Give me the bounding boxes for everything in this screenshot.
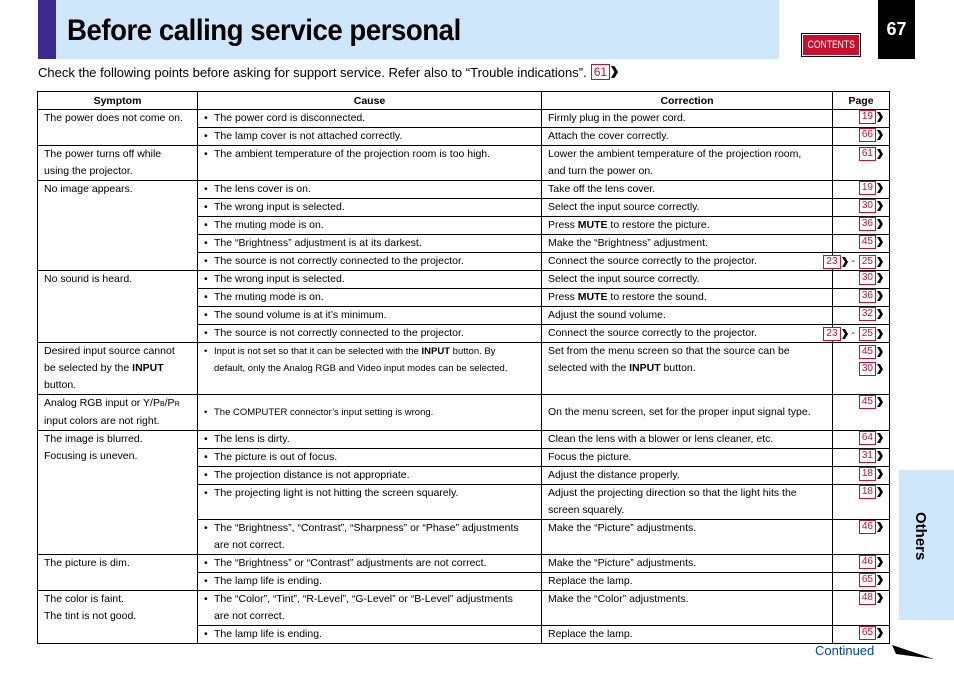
- symptom-line: [44, 360, 191, 377]
- chevron-right-icon: [877, 347, 883, 357]
- page-ref-link[interactable]: [859, 431, 883, 445]
- chevron-right-icon: [877, 451, 883, 461]
- chevron-right-icon: [877, 219, 883, 229]
- page-ref-number: 61: [591, 64, 610, 80]
- page-ref-number: 64: [859, 431, 876, 445]
- symptom-cell: No image appears.: [38, 181, 198, 271]
- page-ref-number: 25: [859, 327, 876, 341]
- page-ref-number: 30: [859, 362, 876, 376]
- page-cell: [833, 199, 890, 217]
- symptom-cell: [38, 395, 198, 431]
- page-ref-link[interactable]: [859, 327, 883, 341]
- symptom-line: Desired input source cannot: [44, 345, 175, 357]
- table-row: [38, 343, 890, 395]
- symptom-line: The color is faint.: [44, 593, 124, 605]
- correction-cell: [542, 217, 833, 235]
- cause-text-part: The “Color”, “Tint”, “R-Level”, “G-Level” or “B-Level” adjustments: [214, 593, 513, 605]
- correction-line: screen squarely.: [548, 504, 625, 516]
- correction-text: Press: [548, 219, 578, 231]
- cause-cell: • The lamp life is ending.: [198, 573, 542, 591]
- cause-cell: • The lamp cover is not attached correctly.: [198, 128, 542, 146]
- page-ref-link[interactable]: [859, 485, 883, 499]
- table-row: [38, 431, 890, 449]
- page-ref-number: 30: [859, 199, 876, 213]
- button-name: MUTE: [577, 219, 608, 231]
- cause-cell: • The “Color”, “Tint”, “R-Level”, “G-Level” or “B-Level” adjustments are not correct.: [198, 591, 542, 626]
- cause-cell: • The power cord is disconnected.: [198, 110, 542, 128]
- cause-cell: • The muting mode is on.: [198, 217, 542, 235]
- chevron-right-icon: [877, 273, 883, 283]
- chevron-right-icon: [877, 237, 883, 247]
- page-ref-number: 36: [859, 217, 876, 231]
- page-cell: [833, 485, 890, 520]
- correction-cell: Make the “Picture” adjustments.: [542, 520, 833, 555]
- symptom-cell: [38, 343, 198, 395]
- cause-cell: • The lens is dirty.: [198, 431, 542, 449]
- cause-text: The muting mode is on.: [214, 291, 324, 303]
- cause-cell: • The source is not correctly connected to the projector.: [198, 325, 542, 343]
- symptom-line: input colors are not right.: [44, 415, 160, 427]
- chevron-right-icon: [877, 183, 883, 193]
- symptom-text: /P: [164, 397, 175, 409]
- button-name: INPUT: [132, 362, 164, 374]
- page-cell: [833, 217, 890, 235]
- page-ref-link[interactable]: [859, 307, 883, 321]
- chevron-right-icon: [877, 557, 883, 567]
- page-cell: [833, 271, 890, 289]
- page-cell: [833, 467, 890, 485]
- cause-text: The picture is out of focus.: [214, 451, 338, 463]
- page-ref-link[interactable]: [859, 591, 883, 605]
- page-cell: [833, 573, 890, 591]
- table-header-row: [38, 92, 890, 110]
- chevron-right-icon: [877, 201, 883, 211]
- chevron-right-icon: [842, 257, 848, 267]
- cause-text: [214, 343, 507, 377]
- page-cell: [833, 289, 890, 307]
- cause-cell: • The “Brightness”, “Contrast”, “Sharpness” or “Phase” adjustments are not correct.: [198, 520, 542, 555]
- correction-line: Set from the menu screen so that the source can be: [548, 345, 790, 357]
- correction-cell: Make the “Picture” adjustments.: [542, 555, 833, 573]
- correction-cell: Make the “Brightness” adjustment.: [542, 235, 833, 253]
- page-cell: [833, 235, 890, 253]
- correction-cell: Select the input source correctly.: [542, 271, 833, 289]
- correction-text: button.: [660, 362, 696, 374]
- page-ref-link[interactable]: [859, 573, 883, 587]
- page-cell: [833, 181, 890, 199]
- chevron-right-icon: [877, 329, 883, 339]
- cause-cell: • The lens cover is on.: [198, 181, 542, 199]
- page-cell: [833, 555, 890, 573]
- page-ref-number: 66: [859, 128, 876, 142]
- cause-text-part: button. By: [450, 346, 496, 357]
- symptom-cell: [38, 146, 198, 181]
- page-ref-link[interactable]: [859, 199, 883, 213]
- cause-text: The wrong input is selected.: [214, 201, 345, 213]
- page-number: 67: [878, 0, 915, 59]
- page-ref-number: 65: [859, 626, 876, 640]
- page-ref-link[interactable]: [859, 626, 883, 640]
- correction-cell: Attach the cover correctly.: [542, 128, 833, 146]
- page-cell: [826, 253, 890, 271]
- page-ref-number: 46: [859, 555, 876, 569]
- symptom-line: Focusing is uneven.: [44, 450, 138, 462]
- cause-cell: • The wrong input is selected.: [198, 199, 542, 217]
- correction-text: to restore the sound.: [607, 291, 707, 303]
- correction-line: Lower the ambient temperature of the projection room,: [548, 148, 802, 160]
- cause-text: The ambient temperature of the projection room is too high.: [214, 148, 491, 160]
- header-symptom: Symptom: [38, 92, 198, 110]
- cause-text: The “Brightness” or “Contrast” adjustments are not correct.: [214, 557, 487, 569]
- cause-cell: • The picture is out of focus.: [198, 449, 542, 467]
- chevron-right-icon: [842, 329, 848, 339]
- cause-text: The power cord is disconnected.: [214, 112, 366, 124]
- intro-sentence: Check the following points before asking for support service. Refer also to “Trouble indications”.: [38, 64, 587, 80]
- subscript: B: [159, 401, 165, 408]
- page-ref-number: 23: [823, 327, 840, 341]
- table-row: [38, 146, 890, 181]
- page-ref-link[interactable]: [859, 449, 883, 463]
- correction-text: Press: [548, 291, 578, 303]
- page-ref-link[interactable]: [859, 147, 883, 161]
- correction-line: [548, 360, 826, 377]
- correction-cell: Adjust the sound volume.: [542, 307, 833, 325]
- symptom-line: The power turns off while: [44, 148, 162, 160]
- range-separator: -: [851, 328, 855, 339]
- page-cell: [833, 110, 890, 128]
- cause-text: The projection distance is not appropriate.: [214, 469, 410, 481]
- cause-cell: • The lamp life is ending.: [198, 626, 542, 644]
- cause-cell: • The sound volume is at it’s minimum.: [198, 307, 542, 325]
- page-ref-link[interactable]: [859, 271, 883, 285]
- table-row: [38, 271, 890, 289]
- page-ref-link[interactable]: [859, 235, 883, 249]
- page-ref-link[interactable]: [859, 467, 883, 481]
- cause-text: The COMPUTER connector’s input setting is wrong.: [214, 407, 434, 418]
- chevron-right-icon: [877, 593, 883, 603]
- chevron-right-icon: [877, 112, 883, 122]
- correction-cell: Select the input source correctly.: [542, 199, 833, 217]
- table-row: [38, 591, 890, 626]
- table-row: [38, 110, 890, 128]
- chevron-right-icon: [877, 522, 883, 532]
- correction-line: and turn the power on.: [548, 165, 654, 177]
- correction-cell: Connect the source correctly to the projector.: [542, 253, 833, 271]
- chevron-right-icon: [877, 575, 883, 585]
- header-accent-bar: [38, 0, 56, 59]
- correction-cell: Firmly plug in the power cord.: [542, 110, 833, 128]
- cause-text: The lens is dirty.: [214, 433, 290, 445]
- correction-cell: [542, 289, 833, 307]
- page-ref-link[interactable]: [859, 181, 883, 195]
- correction-cell: [542, 343, 833, 395]
- page-ref-link[interactable]: [859, 520, 883, 534]
- continued-arrow-icon[interactable]: [890, 641, 936, 663]
- correction-cell: Adjust the distance properly.: [542, 467, 833, 485]
- correction-cell: Focus the picture.: [542, 449, 833, 467]
- chevron-right-icon: [611, 66, 618, 78]
- correction-cell: [542, 146, 833, 181]
- page-ref-number: 61: [859, 147, 876, 161]
- cause-cell: • The projection distance is not appropriate.: [198, 467, 542, 485]
- page-ref-link[interactable]: [859, 555, 883, 569]
- page-ref-number: 25: [859, 255, 876, 269]
- chevron-right-icon: [877, 469, 883, 479]
- troubleshooting-table: [37, 91, 890, 644]
- cause-cell: • The ambient temperature of the projection room is too high.: [198, 146, 542, 181]
- cause-cell: • The wrong input is selected.: [198, 271, 542, 289]
- continued-link[interactable]: Continued: [815, 643, 875, 658]
- page-cell: [833, 146, 890, 181]
- page-ref-link[interactable]: [859, 110, 883, 124]
- symptom-cell: The power does not come on.: [38, 110, 198, 146]
- page-cell: [833, 449, 890, 467]
- chevron-right-icon: [877, 291, 883, 301]
- cause-text: The “Brightness” adjustment is at its darkest.: [214, 237, 422, 249]
- correction-cell: Connect the source correctly to the projector.: [542, 325, 833, 343]
- correction-cell: Take off the lens cover.: [542, 181, 833, 199]
- correction-text: selected with the: [548, 362, 630, 374]
- cause-text: The source is not correctly connected to the projector.: [214, 255, 464, 267]
- range-separator: -: [851, 256, 855, 267]
- page-ref-number: 32: [859, 307, 876, 321]
- page-ref-number: 19: [859, 110, 876, 124]
- symptom-line: The tint is not good.: [44, 610, 137, 622]
- page-ref-link[interactable]: [859, 289, 883, 303]
- header-page: Page: [833, 92, 890, 110]
- chevron-right-icon: [877, 257, 883, 267]
- symptom-line: using the projector.: [44, 165, 133, 177]
- page-ref-number: 48: [859, 591, 876, 605]
- page-ref-number: 45: [859, 235, 876, 249]
- symptom-cell: The picture is dim.: [38, 555, 198, 591]
- button-name: MUTE: [577, 291, 608, 303]
- others-tab-label: Others: [912, 512, 929, 561]
- cause-cell: • Input is not set so that it can be selected with the INPUT button. By default, only the Analog RGB and Video input modes can be selected.: [198, 343, 542, 395]
- cause-text: The sound volume is at it’s minimum.: [214, 309, 387, 321]
- correction-cell: Make the “Color” adjustments.: [542, 591, 833, 626]
- page-ref-link[interactable]: [859, 362, 883, 376]
- page-cell: [833, 307, 890, 325]
- table-row: [38, 555, 890, 573]
- page-ref-link[interactable]: [859, 395, 883, 409]
- chevron-right-icon: [877, 487, 883, 497]
- cause-text: [214, 520, 519, 554]
- page-ref-number: 18: [859, 485, 876, 499]
- cause-text-part: are not correct.: [214, 610, 285, 622]
- cause-cell: • The muting mode is on.: [198, 289, 542, 307]
- cause-text-part: default, only the Analog RGB and Video input modes can be selected.: [214, 363, 508, 374]
- page-ref-number: 45: [859, 345, 876, 359]
- correction-line: Adjust the projecting direction so that the light hits the: [548, 487, 797, 499]
- chevron-right-icon: [877, 130, 883, 140]
- symptom-line: The image is blurred.: [44, 433, 143, 445]
- page-cell: [833, 591, 890, 626]
- cause-text-part: are not correct.: [214, 539, 285, 551]
- contents-button[interactable]: [801, 33, 861, 57]
- page-cell: [833, 343, 890, 395]
- page-title: Before calling service personal: [67, 14, 461, 47]
- cause-text: The lamp cover is not attached correctly.: [214, 130, 403, 142]
- symptom-cell: [38, 591, 198, 644]
- cause-text: [214, 591, 513, 625]
- symptom-cell: [38, 431, 198, 555]
- header-correction: Correction: [542, 92, 833, 110]
- intro-text: [38, 64, 618, 80]
- chevron-right-icon: [877, 149, 883, 159]
- page-cell: [833, 626, 890, 644]
- page-ref-number: 19: [859, 181, 876, 195]
- page-ref-link[interactable]: [859, 255, 883, 269]
- cause-text: The projecting light is not hitting the screen squarely.: [214, 487, 459, 499]
- cause-cell: • The “Brightness” adjustment is at its darkest.: [198, 235, 542, 253]
- page-ref-number: 45: [859, 395, 876, 409]
- page-ref-number: 65: [859, 573, 876, 587]
- subscript: R: [174, 401, 180, 408]
- cause-text: The lens cover is on.: [214, 183, 311, 195]
- correction-cell: Replace the lamp.: [542, 573, 833, 591]
- cause-text: The lamp life is ending.: [214, 628, 322, 640]
- correction-cell: Clean the lens with a blower or lens cleaner, etc.: [542, 431, 833, 449]
- chevron-right-icon: [877, 397, 883, 407]
- table-row: [38, 181, 890, 199]
- symptom-line: [44, 395, 191, 413]
- button-name: INPUT: [629, 362, 661, 374]
- cause-cell: • The source is not correctly connected to the projector.: [198, 253, 542, 271]
- correction-text: to restore the picture.: [607, 219, 710, 231]
- cause-cell: • The projecting light is not hitting the screen squarely.: [198, 485, 542, 520]
- cause-cell: • The “Brightness” or “Contrast” adjustments are not correct.: [198, 555, 542, 573]
- cause-cell: • The COMPUTER connector’s input setting is wrong.: [198, 395, 542, 431]
- page-ref-number: 18: [859, 467, 876, 481]
- symptom-cell: No sound is heard.: [38, 271, 198, 343]
- page-ref-link[interactable]: [823, 255, 847, 269]
- page-cell: [826, 325, 890, 343]
- page-ref-number: 46: [859, 520, 876, 534]
- cause-text-part: The “Brightness”, “Contrast”, “Sharpness” or “Phase” adjustments: [214, 522, 519, 534]
- button-name: INPUT: [421, 346, 451, 357]
- chevron-right-icon: [877, 628, 883, 638]
- page-ref-number: 23: [823, 255, 840, 269]
- cause-text: The lamp life is ending.: [214, 575, 322, 587]
- page-ref-number: 31: [859, 449, 876, 463]
- chevron-right-icon: [877, 364, 883, 374]
- page-ref-link[interactable]: [859, 345, 883, 359]
- correction-cell: Replace the lamp.: [542, 626, 833, 644]
- symptom-text: Analog RGB input or Y/P: [44, 397, 160, 409]
- page-cell: [833, 520, 890, 555]
- cause-text: The source is not correctly connected to the projector.: [214, 327, 464, 339]
- table-row: [38, 395, 890, 431]
- symptom-text: be selected by the: [44, 362, 133, 374]
- page-cell: [833, 128, 890, 146]
- chevron-right-icon: [877, 309, 883, 319]
- page-cell: [833, 395, 890, 431]
- page-cell: [833, 431, 890, 449]
- page-ref-number: 30: [859, 271, 876, 285]
- page-ref-link[interactable]: [591, 64, 618, 80]
- header-cause: Cause: [198, 92, 542, 110]
- page-ref-number: 36: [859, 289, 876, 303]
- cause-text: The wrong input is selected.: [214, 273, 345, 285]
- symptom-line: button.: [44, 379, 77, 391]
- chevron-right-icon: [877, 433, 883, 443]
- correction-cell: [542, 485, 833, 520]
- cause-text-part: Input is not set so that it can be selected with the: [214, 346, 422, 357]
- cause-text: The muting mode is on.: [214, 219, 324, 231]
- contents-button-label: CONTENTS: [807, 39, 855, 51]
- correction-cell: On the menu screen, set for the proper input signal type.: [542, 395, 833, 431]
- page-ref-link[interactable]: [823, 327, 847, 341]
- page-ref-link[interactable]: [859, 217, 883, 231]
- page-ref-link[interactable]: [859, 128, 883, 142]
